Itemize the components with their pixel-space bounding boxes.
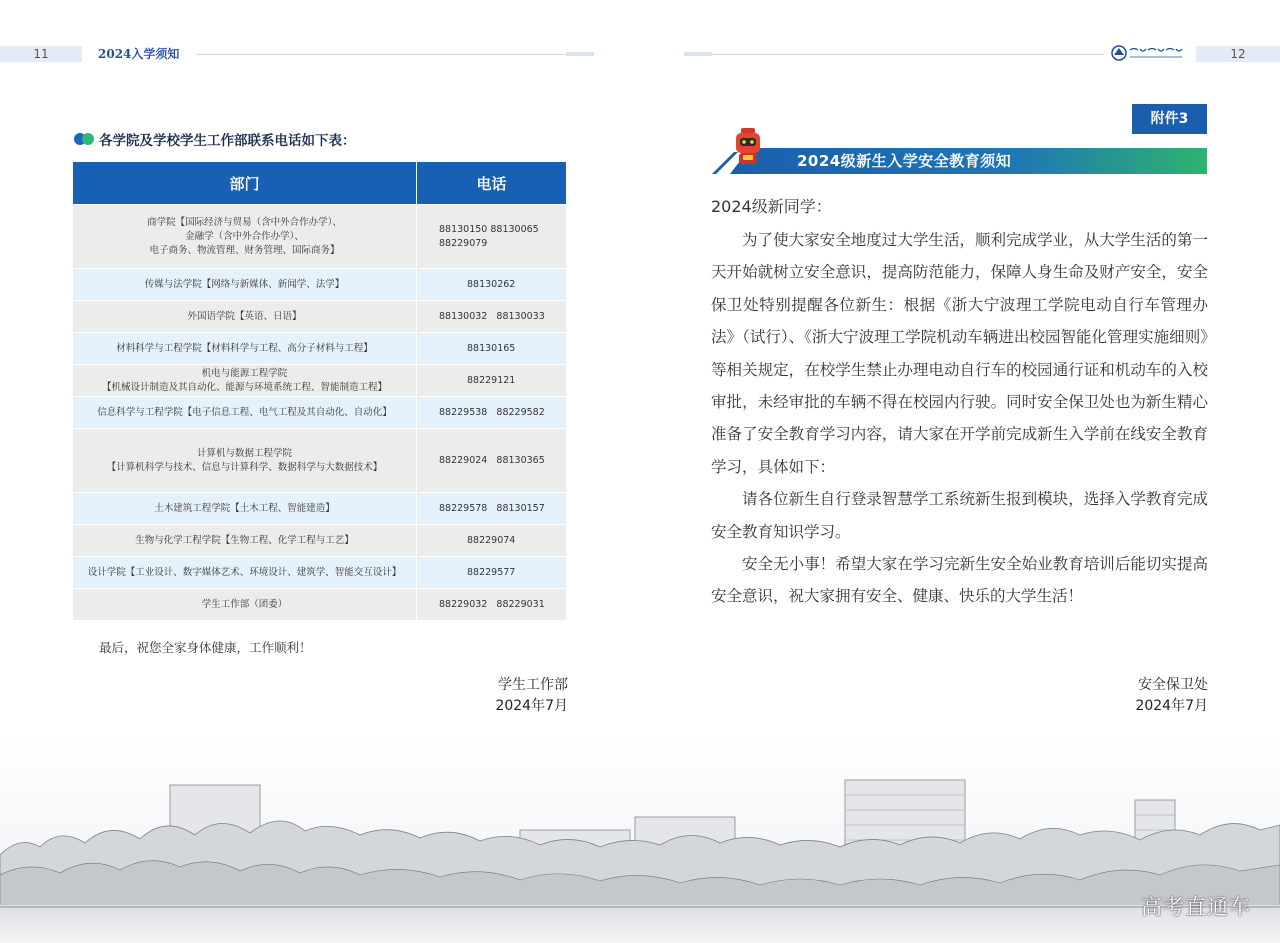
dept-cell: 计算机与数据工程学院 【计算机科学与技术、信息与计算科学、数据科学与大数据技术】	[73, 429, 417, 493]
annex-label: 附件3	[1132, 104, 1207, 134]
dept-cell: 传媒与法学院【网络与新媒体、新闻学、法学】	[73, 269, 417, 301]
left-date: 2024年7月	[495, 698, 568, 714]
left-page-header	[0, 44, 600, 64]
closing-text: 最后，祝您全家身体健康，工作顺利！	[99, 640, 312, 655]
tel-cell: 88229538 88229582	[417, 397, 567, 429]
table-row	[73, 269, 567, 301]
watermark-text: 高考直通车	[1141, 895, 1251, 919]
section-title-text: 各学院及学校学生工作部联系电话如下表：	[99, 133, 356, 149]
body-paragraph: 安全无小事！希望大家在学习完新生安全始业教育培训后能切实提高安全意识，祝大家拥有安全、健康、快乐的大学生活！	[711, 555, 1208, 606]
contact-table	[72, 161, 567, 621]
right-date: 2024年7月	[1135, 698, 1208, 714]
table-row	[73, 205, 567, 269]
left-signature: 学生工作部	[498, 677, 568, 693]
header-rule	[196, 54, 594, 55]
tel-cell: 88229578 88130157	[417, 493, 567, 525]
tel-cell: 88130165	[417, 333, 567, 365]
tel-cell: 88229074	[417, 525, 567, 557]
left-signature-block	[420, 675, 568, 717]
school-logo-icon	[1110, 44, 1186, 62]
dept-cell: 外国语学院【英语、日语】	[73, 301, 417, 333]
right-signature: 安全保卫处	[1138, 677, 1208, 693]
table-row	[73, 365, 567, 397]
tel-cell: 88130262	[417, 269, 567, 301]
tel-cell: 88229577	[417, 557, 567, 589]
dept-cell: 材料科学与工程学院【材料科学与工程、高分子材料与工程】	[73, 333, 417, 365]
right-page-number: 12	[1196, 46, 1280, 62]
right-page-header	[684, 44, 1280, 64]
header-rule	[684, 54, 1104, 55]
notice-body	[711, 224, 1208, 613]
right-signature-block	[1060, 675, 1208, 717]
dept-cell: 设计学院【工业设计、数字媒体艺术、环境设计、建筑学、智能交互设计】	[73, 557, 417, 589]
two-dots-bullet-icon	[74, 133, 96, 145]
tel-cell: 88229032 88229031	[417, 589, 567, 621]
dept-cell: 信息科学与工程学院【电子信息工程、电气工程及其自动化、自动化】	[73, 397, 417, 429]
dept-cell: 生物与化学工程学院【生物工程、化学工程与工艺】	[73, 525, 417, 557]
tel-cell: 88229121	[417, 365, 567, 397]
left-page-number: 11	[0, 46, 82, 62]
table-row	[73, 525, 567, 557]
tel-cell: 88229024 88130365	[417, 429, 567, 493]
table-header-tel: 电话	[417, 162, 567, 205]
dept-cell: 机电与能源工程学院 【机械设计制造及其自动化、能源与环境系统工程、智能制造工程】	[73, 365, 417, 397]
dept-cell: 学生工作部（团委）	[73, 589, 417, 621]
robot-mascot-icon	[733, 128, 763, 166]
greeting: 2024级新同学：	[711, 197, 832, 216]
table-row	[73, 333, 567, 365]
table-row	[73, 429, 567, 493]
tel-cell: 88130032 88130033	[417, 301, 567, 333]
section-title	[74, 129, 356, 149]
table-row	[73, 397, 567, 429]
table-row	[73, 557, 567, 589]
header-dash	[684, 52, 712, 56]
body-paragraph: 为了使大家安全地度过大学生活，顺利完成学业，从大学生活的第一天开始就树立安全意识，提高防范能力，保障人身生命及财产安全，安全保卫处特别提醒各位新生：根据《浙大宁波理工学院电动自行车管理办法》（试行）、《浙大宁波理工学院机动车辆进出校园智能化管理实施细则》等相关规定，在校学生禁止办理电动自行车的校园通行证和机动车的入校审批，未经审批的车辆不得在校园内行驶。同时安全保卫处也为新生精心准备了安全教育学习内容，请大家在开学前完成新生入学前在线安全教育学习，具体如下：	[711, 231, 1208, 476]
dept-cell: 商学院【国际经济与贸易（含中外合作办学）、 金融学（含中外合作办学）、 电子商务、物流管理、财务管理、国际商务】	[73, 205, 417, 269]
left-header-title: 2024入学须知	[98, 47, 180, 61]
tel-cell: 88130150 88130065 88229079	[417, 205, 567, 269]
table-row	[73, 589, 567, 621]
campus-sketch-illustration	[0, 735, 1280, 943]
banner-title: 2024级新生入学安全教育须知	[797, 152, 1012, 170]
dept-cell: 土木建筑工程学院【土木工程、智能建造】	[73, 493, 417, 525]
table-row	[73, 493, 567, 525]
body-paragraph: 请各位新生自行登录智慧学工系统新生报到模块，选择入学教育完成安全教育知识学习。	[711, 490, 1208, 541]
header-dash	[566, 52, 594, 56]
table-row	[73, 301, 567, 333]
table-header-dept: 部门	[73, 162, 417, 205]
